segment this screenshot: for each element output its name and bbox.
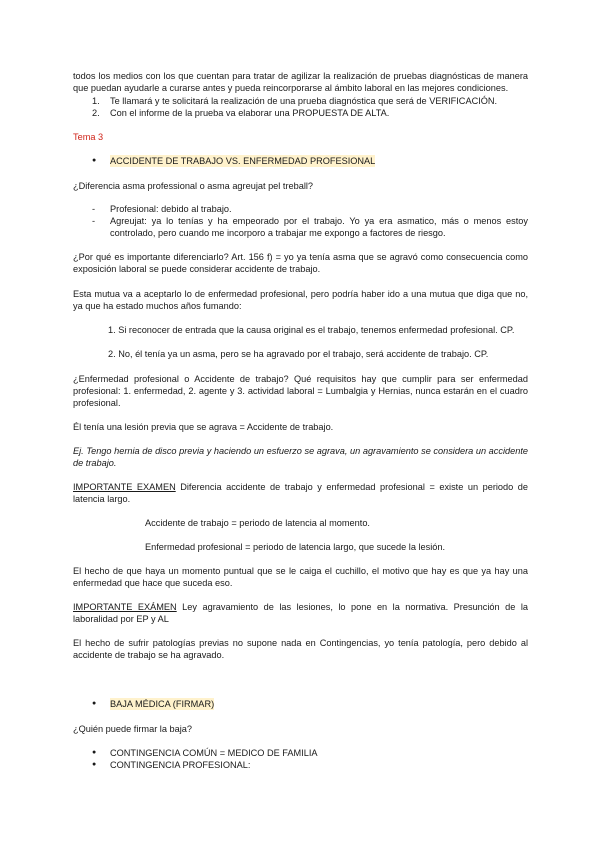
section-heading-baja: BAJA MÉDICA (FIRMAR) — [110, 699, 215, 709]
bullet-icon: ● — [92, 157, 97, 164]
intro-item-number: 1. — [92, 96, 100, 106]
question-asma: ¿Diferencia asma professional o asma agreujat pel treball? — [73, 181, 314, 191]
case-item: 1. Si reconocer de entrada que la causa original es el trabajo, tenemos enfermedad profesional. CP. — [108, 325, 515, 335]
tema-heading: Tema 3 — [73, 132, 104, 142]
paragraph-importante-examen-1 — [73, 481, 528, 505]
latencia-line: Enfermedad profesional = periodo de latencia largo, que sucede la lesión. — [145, 542, 446, 552]
important-text: Diferencia accidente de trabajo y enfermedad profesional = existe un periodo de latencia largo. — [73, 482, 528, 505]
section-heading-accidente: ACCIDENTE DE TRABAJO VS. ENFERMEDAD PROFESIONAL — [110, 156, 376, 166]
dash-icon: - — [92, 216, 96, 226]
paragraph-importante: ¿Por qué es importante diferenciarlo? Art. 156 f) = yo ya tenía asma que se agravó como consecuencia como exposición laboral se puede considerar accidente de trabajo. — [73, 252, 528, 275]
bullet-icon: ● — [92, 749, 97, 756]
important-text: Ley agravamiento de las lesiones, lo pone en la normativa. Presunción de la laboralidad por EP y AL — [73, 602, 529, 625]
dash-item-text: Profesional: debido al trabajo. — [110, 204, 232, 214]
intro-item-text: Con el informe de la prueba va elaborar una PROPUESTA DE ALTA. — [110, 108, 390, 118]
paragraph-mutua: Esta mutua va a aceptarlo lo de enfermedad profesional, pero podría haber ido a una mutua que diga que no, ya que ha estado muchos años fumando: — [73, 289, 528, 312]
baja-item-text: CONTINGENCIA PROFESIONAL: — [110, 760, 251, 770]
dash-icon: - — [92, 204, 96, 214]
paragraph-lesion: Él tenía una lesión previa que se agrava = Accidente de trabajo. — [73, 422, 334, 432]
paragraph-ejemplo: Ej. Tengo hernia de disco previa y haciendo un esfuerzo se agrava, un agravamiento se considera un accidente de trabajo. — [73, 446, 528, 469]
baja-item-text: CONTINGENCIA COMÚN = MEDICO DE FAMILIA — [110, 748, 318, 758]
important-label: IMPORTANTE EXÁMEN — [73, 602, 177, 612]
dash-item-text: Agreujat: ya lo tenías y ha empeorado por el trabajo. Yo ya era asmatico, más o menos estoy controlado, pero cuando me incorporo a trabajar me expongo a factores de riesgo. — [110, 216, 528, 239]
latencia-line: Accidente de trabajo = periodo de latencia al momento. — [145, 518, 370, 528]
paragraph-cuchillo: El hecho de que haya un momento puntual que se le caiga el cuchillo, el motivo que hay es que ya hay una enfermedad que hace que suceda eso. — [73, 566, 528, 589]
intro-item-text: Te llamará y te solicitará la realización de una prueba diagnóstica que será de VERIFICACIÓN. — [110, 96, 498, 106]
case-item: 2. No, él tenía ya un asma, pero se ha agravado por el trabajo, será accidente de trabajo. CP. — [108, 349, 489, 359]
question-firmar: ¿Quién puede firmar la baja? — [73, 724, 192, 734]
intro-paragraph: todos los medios con los que cuentan para tratar de agilizar la realización de pruebas diagnósticas de manera que puedan ayudarle a curarse antes y pueda reincorporarse al ámbito laboral en las mejores condiciones. — [73, 71, 528, 94]
paragraph-importante-examen-2 — [73, 601, 528, 625]
bullet-icon: ● — [92, 700, 97, 707]
bullet-icon: ● — [92, 761, 97, 768]
paragraph-patologias: El hecho de sufrir patologías previas no supone nada en Contingencias, yo tenía patología, pero debido al accidente de trabajo se ha agravado. — [73, 638, 528, 661]
paragraph-requisitos: ¿Enfermedad profesional o Accidente de trabajo? Qué requisitos hay que cumplir para ser enfermedad profesional: 1. enfermedad, 2. agente y 3. actividad laboral = Lumbalgia y Hernias, nunca estarán en el cuadro profesional. — [73, 374, 528, 409]
intro-item-number: 2. — [92, 108, 100, 118]
important-label: IMPORTANTE EXAMEN — [73, 482, 176, 492]
